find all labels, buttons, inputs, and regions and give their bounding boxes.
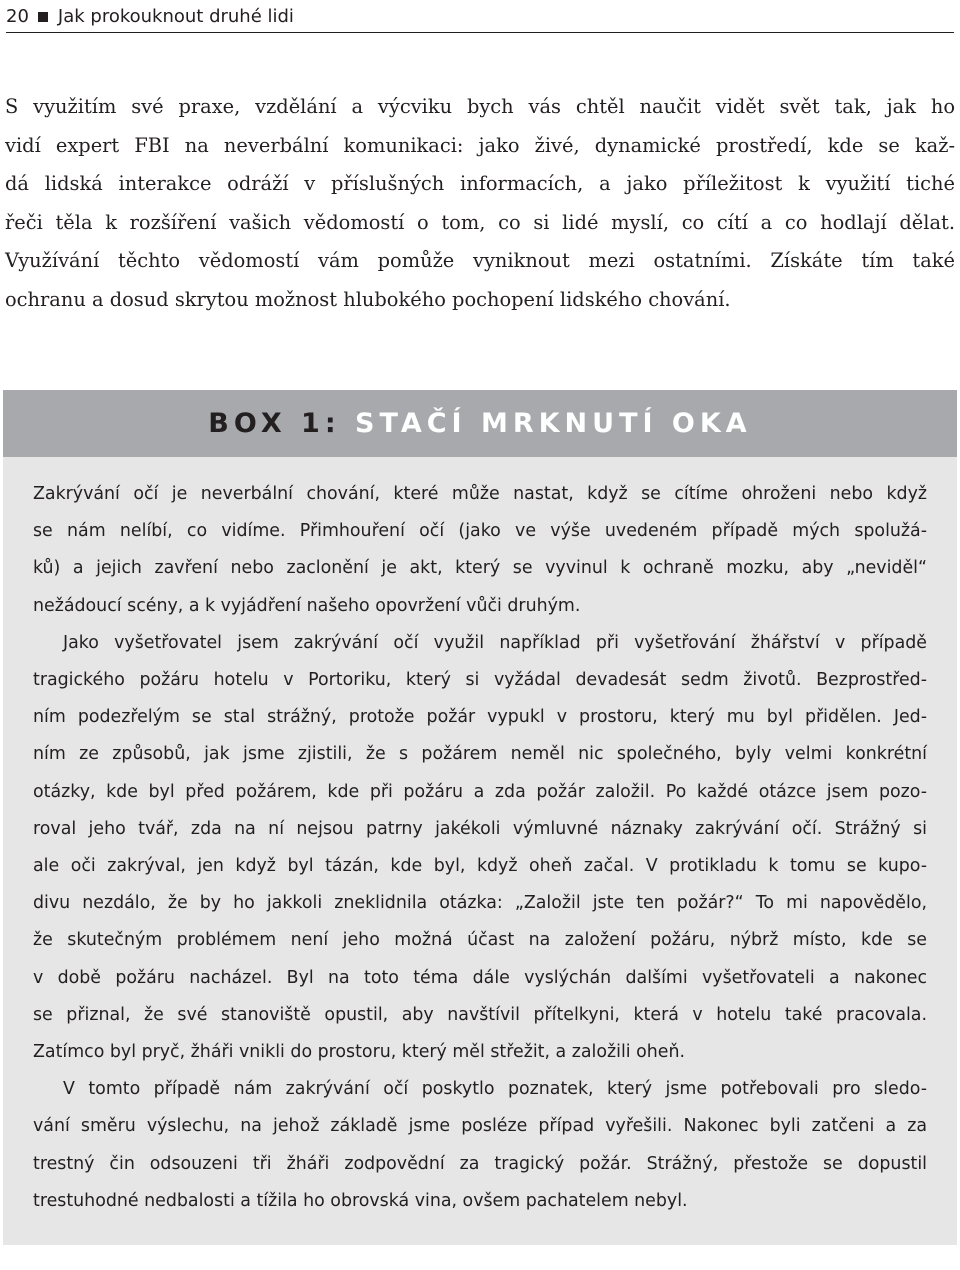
box-line: Zatímco byl pryč, žháři vnikli do prostoru, který měl střežit, a založili oheň. (33, 1042, 686, 1063)
chapter-title: Jak prokouknout druhé lidi (57, 6, 294, 27)
intro-line: ochranu a dosud skrytou možnost hlubokého pochopení lidského chování. (5, 287, 731, 311)
box-line: nežádoucí scény, a k vyjádření našeho opovržení vůči druhým. (33, 595, 581, 616)
box-paragraph (33, 476, 927, 625)
box-line: Jako vyšetřovatel jsem zakrývání očí využil například při vyšetřování žhářství v případě (63, 632, 927, 653)
box-line: roval jeho tvář, zda na ní nejsou patrny jakékoli výmluvné náznaky zakrývání očí. Strážný si (33, 818, 927, 839)
box-line: ním ze způsobů, jak jsme zjistili, že s požárem neměl nic společného, byly velmi konkrétní (33, 744, 927, 765)
intro-line: S využitím své praxe, vzdělání a výcviku bych vás chtěl naučit vidět svět tak, jak ho (5, 95, 955, 118)
box-title: STAČÍ MRKNUTÍ OKA (355, 408, 752, 439)
intro-line: řeči těla k rozšíření vašich vědomostí o tom, co si lidé myslí, co cítí a co hodlají dělat. (5, 210, 955, 234)
box-line: v době požáru nacházel. Byl na toto téma dále vyslýchán dalšími vyšetřovateli a nakonec (33, 967, 927, 988)
box-line: divu nezdálo, že by ho jakkoli zneklidnila otázka: „Založil jste ten požár?“ To mi napovědělo, (33, 893, 927, 914)
intro-line: dá lidská interakce odráží v příslušných informacích, a jako příležitost k využití tiché (5, 172, 955, 196)
box-line: trestný čin odsouzeni tři žháři zodpovědní za tragický požár. Strážný, přestože se dopustil (33, 1153, 927, 1174)
box-line: se přiznal, že své stanoviště opustil, aby navštívil přítelkyni, která v hotelu také pracovala. (33, 1004, 927, 1025)
page-number: 20 (6, 6, 29, 27)
box-body (3, 457, 957, 1220)
box-line: V tomto případě nám zakrývání očí poskytlo poznatek, který jsme potřebovali pro sledo- (63, 1079, 927, 1100)
intro-line: Využívání těchto vědomostí vám pomůže vyniknout mezi ostatními. Získáte tím také (5, 249, 955, 273)
box-line: vání směru výslechu, na jehož základě jsme posléze případ vyřešili. Nakonec byli zatčeni a za (33, 1116, 927, 1137)
box-line: tragického požáru hotelu v Portoriku, který si vyžádal devadesát sedm životů. Bezprostřed- (33, 670, 927, 691)
sidebar-box (3, 390, 957, 1245)
box-line: ků) a jejich zavření nebo zaclonění je akt, který se vyvinul k ochraně mozku, aby „neviděl“ (33, 558, 927, 579)
box-line: ale oči zakrýval, jen když byl tázán, kde byl, když oheň začal. V protikladu k tomu se kupo- (33, 856, 927, 877)
box-header (3, 390, 957, 457)
box-line: ním podezřelým se stal strážný, protože požár vypukl v prostoru, který mu byl přidělen. Jed- (33, 707, 927, 728)
box-paragraph (33, 625, 927, 1071)
box-line: že skutečným problémem není jeho možná účast na založení požáru, nýbrž místo, kde se (33, 930, 927, 951)
running-header (6, 2, 954, 33)
box-line: otázky, kde byl před požárem, kde při požáru a zda požár založil. Po každé otázce jsem pozo- (33, 781, 927, 802)
box-label: BOX 1: (208, 408, 341, 439)
box-line: trestuhodné nedbalosti a tížila ho obrovská vina, ovšem pachatelem nebyl. (33, 1190, 688, 1211)
box-line: se nám nelíbí, co vidíme. Přimhouření očí (jako ve výše uvedeném případě mých spolužá- (33, 521, 927, 542)
intro-paragraph (5, 88, 955, 320)
intro-line: vidí expert FBI na neverbální komunikaci: jako živé, dynamické prostředí, kde se kaž- (5, 133, 955, 157)
box-paragraph (33, 1071, 927, 1220)
square-bullet-icon (38, 12, 48, 22)
box-line: Zakrývání očí je neverbální chování, které může nastat, když se cítíme ohroženi nebo když (33, 484, 927, 504)
